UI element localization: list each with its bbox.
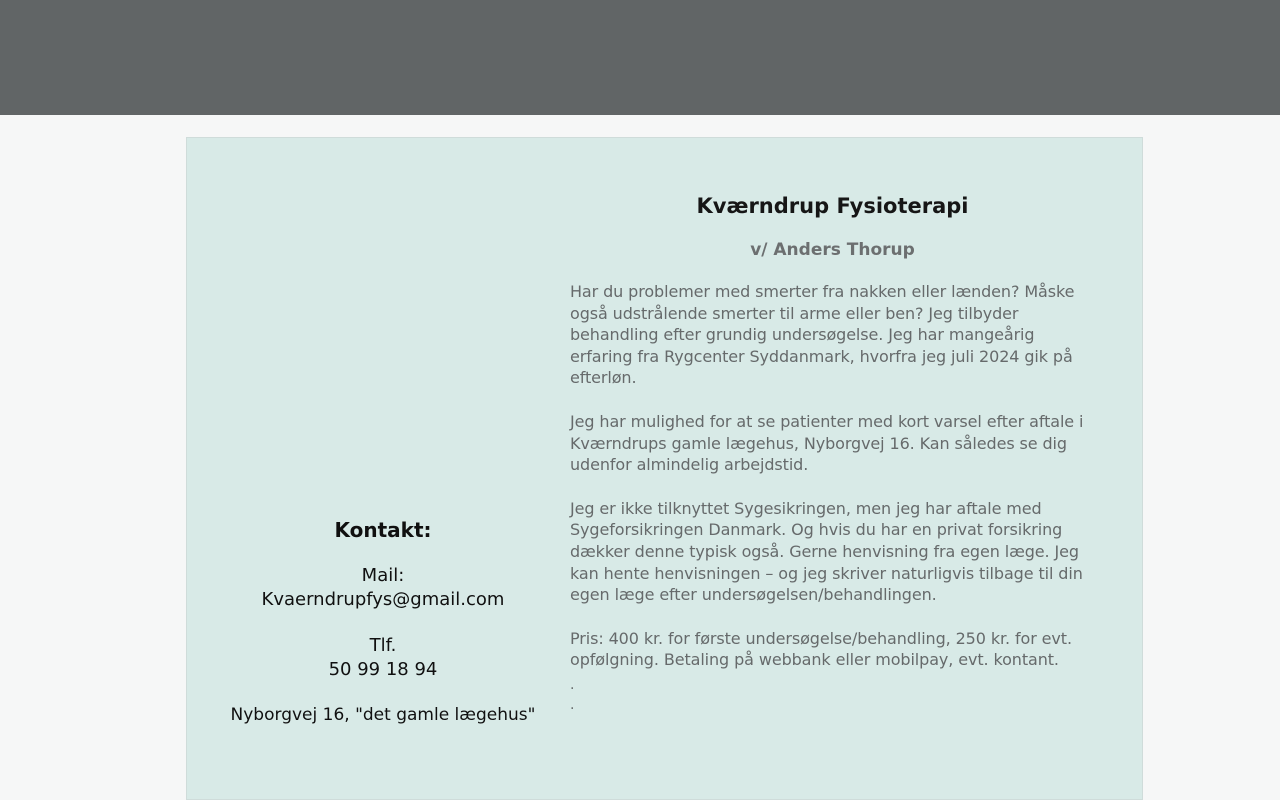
site-header: [0, 0, 1280, 115]
paragraph-insurance: Jeg er ikke tilknyttet Sygesikringen, men jeg har aftale med Sygeforsikringen Danmark. Og hvis du har en privat forsikring dækker denne typisk også. Gerne henvisning fra egen læge. Jeg kan hente henvisningen – og jeg skriver naturligvis tilbage til din egen læge efter undersøgelsen/behandlingen.: [570, 498, 1083, 605]
paragraph-price: Pris: 400 kr. for første undersøgelse/behandling, 250 kr. for evt. opfølgning. Betaling på webbank eller mobilpay, evt. kontant.: [570, 628, 1072, 670]
trailing-dot: .: [570, 696, 575, 713]
page-title: Kværndrup Fysioterapi: [696, 194, 969, 218]
contact-section: [200, 510, 566, 726]
phone-number[interactable]: 50 99 18 94: [328, 659, 438, 680]
contact-heading: Kontakt:: [334, 518, 432, 542]
page-subtitle: v/ Anders Thorup: [750, 240, 915, 260]
address: Nyborgvej 16, "det gamle lægehus": [230, 705, 536, 725]
mail-label: Mail:: [361, 565, 405, 586]
mail-link[interactable]: Kvaerndrupfys@gmail.com: [261, 589, 505, 610]
paragraph-availability: Jeg har mulighed for at se patienter med kort varsel efter aftale i Kværndrups gamle lægehus, Nyborgvej 16. Kan således se dig udenfor almindelig arbejdstid.: [570, 411, 1084, 475]
phone-label: Tlf.: [369, 635, 397, 656]
about-section: [570, 188, 1095, 715]
trailing-dot: .: [570, 676, 575, 693]
paragraph-intro: Har du problemer med smerter fra nakken eller lænden? Måske også udstrålende smerter til arme eller ben? Jeg tilbyder behandling efter grundig undersøgelse. Jeg har mangeårig erfaring fra Rygcenter Syddanmark, hvorfra jeg juli 2024 gik på efterløn.: [570, 282, 1075, 388]
